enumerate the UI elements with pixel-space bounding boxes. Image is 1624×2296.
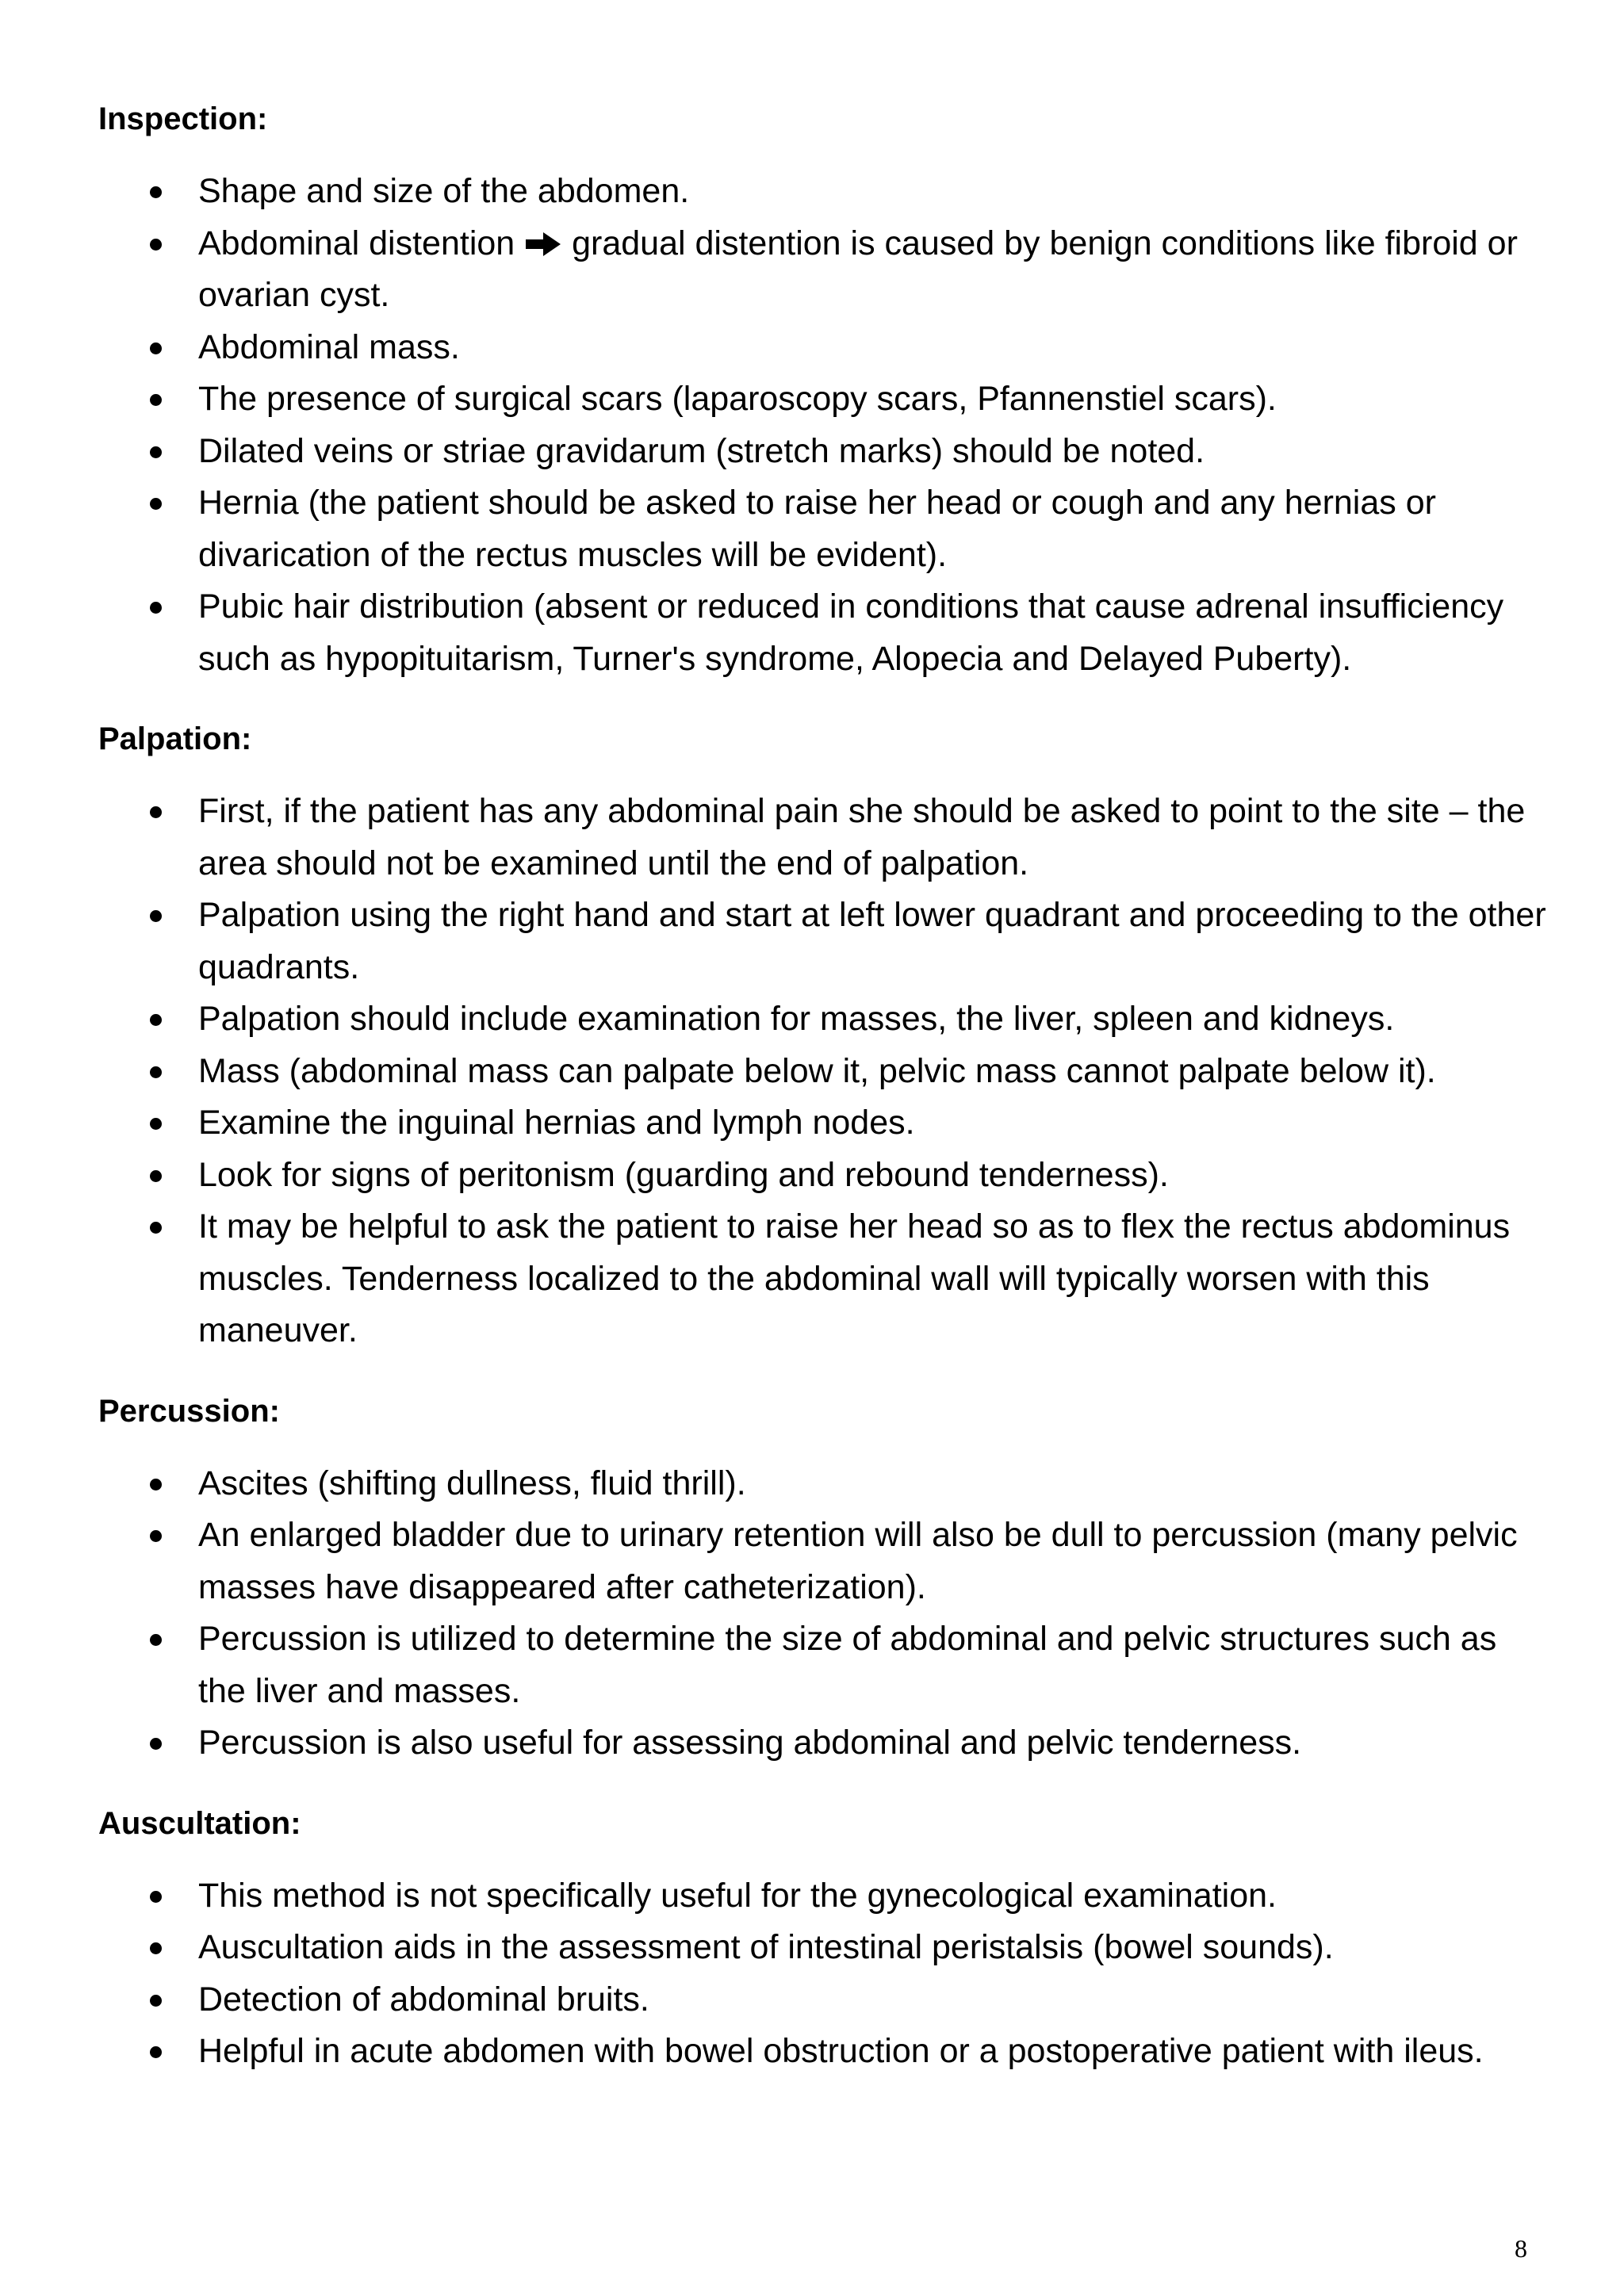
list-item-text: Abdominal distention — [198, 224, 515, 262]
bold-right-arrow-icon — [524, 231, 562, 258]
list-item — [98, 218, 1549, 322]
list-item — [98, 373, 1549, 426]
list-item — [98, 786, 1549, 890]
bullet-dot-icon — [150, 394, 162, 406]
bullet-dot-icon — [150, 498, 162, 510]
list-item — [98, 1974, 1549, 2026]
list-item — [98, 322, 1549, 374]
list-item-text: Palpation should include examination for masses, the liver, spleen and kidneys. — [198, 1000, 1395, 1038]
auscultation-section — [98, 1798, 1549, 2078]
bullet-dot-icon — [150, 1222, 162, 1234]
bullet-dot-icon — [150, 186, 162, 198]
list-item — [98, 1922, 1549, 1974]
list-item-text: Shape and size of the abdomen. — [198, 172, 690, 210]
list-item-text: Examine the inguinal hernias and lymph nodes. — [198, 1104, 915, 1142]
list-item-text: It may be helpful to ask the patient to raise her head so as to flex the rectus abdominus muscles. Tenderness localized to the abdominal wall will typically worsen with this maneuver. — [198, 1207, 1511, 1349]
percussion-section — [98, 1386, 1549, 1770]
bullet-dot-icon — [150, 1479, 162, 1490]
list-item — [98, 1870, 1549, 1923]
list-item — [98, 1046, 1549, 1098]
list-item — [98, 581, 1549, 685]
list-item — [98, 2026, 1549, 2078]
list-item-text: Ascites (shifting dullness, fluid thrill). — [198, 1464, 746, 1502]
list-item-text: This method is not specifically useful for the gynecological examination. — [198, 1876, 1277, 1915]
list-item-text: Percussion is also useful for assessing abdominal and pelvic tenderness. — [198, 1724, 1302, 1762]
list-item-text: Mass (abdominal mass can palpate below it, pelvic mass cannot palpate below it). — [198, 1051, 1436, 1090]
bullet-dot-icon — [150, 1891, 162, 1903]
bullet-dot-icon — [150, 1118, 162, 1130]
bullet-dot-icon — [150, 910, 162, 922]
bullet-dot-icon — [150, 2046, 162, 2058]
palpation-list — [98, 786, 1549, 1357]
list-item-text: Dilated veins or striae gravidarum (stretch marks) should be noted. — [198, 431, 1205, 470]
section-heading-auscultation: Auscultation: — [98, 1805, 301, 1841]
list-item-text: The presence of surgical scars (laparoscopy scars, Pfannenstiel scars). — [198, 380, 1277, 418]
list-item — [98, 1201, 1549, 1357]
percussion-list — [98, 1458, 1549, 1770]
bullet-dot-icon — [150, 1942, 162, 1954]
list-item-text: Pubic hair distribution (absent or reduced in conditions that cause adrenal insufficiency such as hypopituitarism, Turner's syndrome, Alopecia and Delayed Puberty). — [198, 587, 1504, 678]
bullet-dot-icon — [150, 806, 162, 818]
page-number: 8 — [1515, 2234, 1527, 2263]
bullet-dot-icon — [150, 602, 162, 614]
list-item-text: An enlarged bladder due to urinary retention will also be dull to percussion (many pelvic masses have disappeared after catheterization). — [198, 1516, 1518, 1606]
list-item — [98, 166, 1549, 218]
list-item-text-continuation: gradual distention is caused by benign conditions like fibroid or ovarian cyst. — [198, 224, 1518, 314]
list-item — [98, 1613, 1549, 1717]
bullet-dot-icon — [150, 1530, 162, 1542]
section-heading-percussion: Percussion: — [98, 1393, 280, 1429]
inspection-list — [98, 166, 1549, 685]
list-item — [98, 993, 1549, 1046]
bullet-dot-icon — [150, 342, 162, 354]
list-item — [98, 1717, 1549, 1770]
list-item-text: Detection of abdominal bruits. — [198, 1980, 649, 2019]
bullet-dot-icon — [150, 1995, 162, 2007]
list-item-text: Auscultation aids in the assessment of intestinal peristalsis (bowel sounds). — [198, 1928, 1334, 1966]
bullet-dot-icon — [150, 446, 162, 458]
list-item — [98, 426, 1549, 478]
list-item-text: Percussion is utilized to determine the size of abdominal and pelvic structures such as the liver and masses. — [198, 1620, 1497, 1710]
list-item-text: Look for signs of peritonism (guarding and rebound tenderness). — [198, 1155, 1169, 1194]
bullet-dot-icon — [150, 1014, 162, 1026]
list-item — [98, 890, 1549, 993]
list-item — [98, 1097, 1549, 1150]
section-heading-palpation: Palpation: — [98, 721, 252, 756]
list-item — [98, 1510, 1549, 1613]
list-item-text: Abdominal mass. — [198, 327, 460, 366]
list-item-text: Helpful in acute abdomen with bowel obstruction or a postoperative patient with ileus. — [198, 2032, 1484, 2070]
bullet-dot-icon — [150, 1738, 162, 1750]
list-item-text: Palpation using the right hand and start at left lower quadrant and proceeding to the other quadrants. — [198, 896, 1546, 986]
page-content — [98, 94, 1549, 2107]
inspection-section — [98, 94, 1549, 685]
section-heading-inspection: Inspection: — [98, 101, 268, 136]
list-item — [98, 1150, 1549, 1202]
list-item-text: First, if the patient has any abdominal pain she should be asked to point to the site – the area should not be examined until the end of palpation. — [198, 792, 1526, 882]
list-item — [98, 1458, 1549, 1510]
list-item — [98, 477, 1549, 581]
bullet-dot-icon — [150, 1634, 162, 1646]
bullet-dot-icon — [150, 1170, 162, 1182]
list-item-text: Hernia (the patient should be asked to raise her head or cough and any hernias or divarication of the rectus muscles will be evident). — [198, 484, 1436, 574]
palpation-section — [98, 714, 1549, 1357]
auscultation-list — [98, 1870, 1549, 2078]
bullet-dot-icon — [150, 239, 162, 251]
bullet-dot-icon — [150, 1066, 162, 1078]
